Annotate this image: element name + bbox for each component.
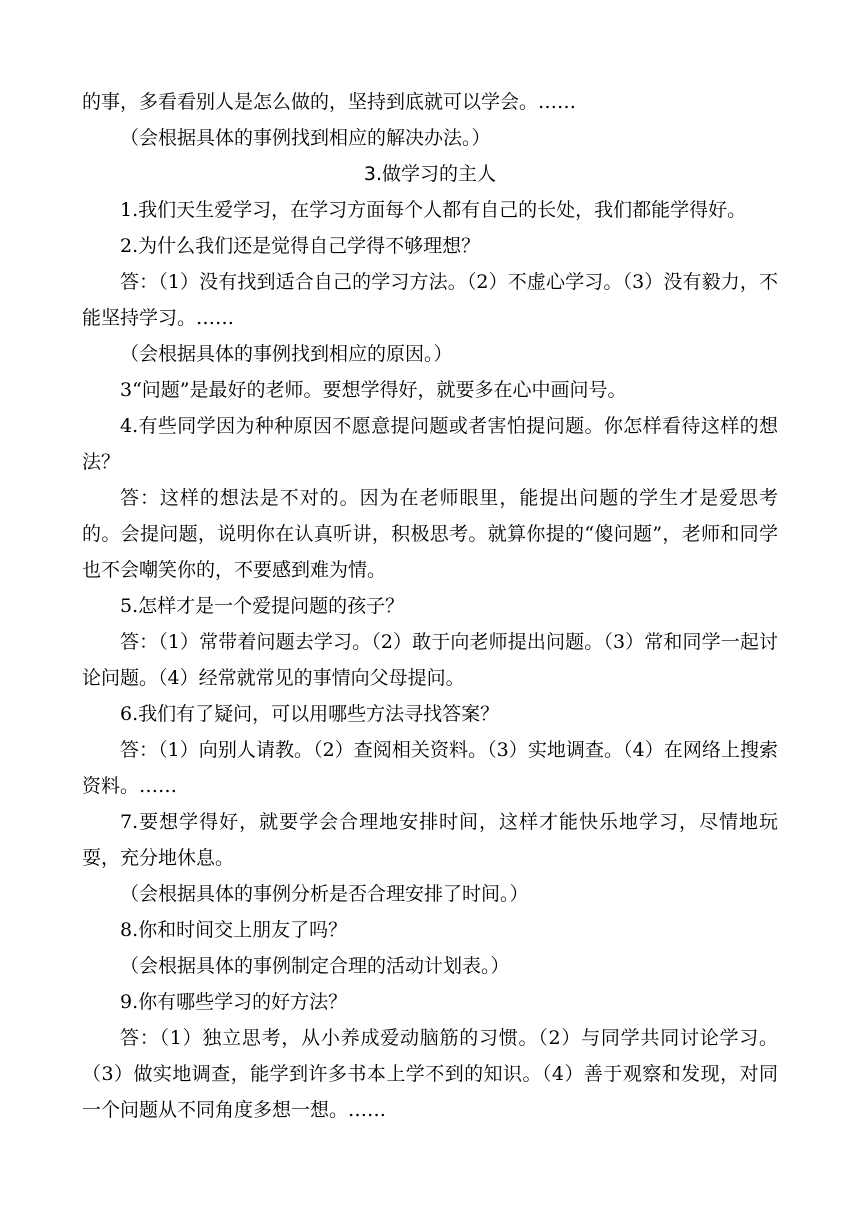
paragraph-12: 7.要想学得好，就要学会合理地安排时间，这样才能快乐地学习，尽情地玩耍，充分地休息。 bbox=[82, 811, 778, 869]
paragraph-7: 答：这样的想法是不对的。因为在老师眼里，能提出问题的学生才是爱思考的。会提问题，说明你在认真听讲，积极思考。就算你提的“傻问题”，老师和同学也不会嘲笑你的，不要感到难为情。 bbox=[82, 487, 778, 581]
paragraph-17: 答：（1）独立思考，从小养成爱动脑筋的习惯。（2）与同学共同讨论学习。（3）做实地调查，能学到许多书本上学不到的知识。（4）善于观察和发现，对同一个问题从不同角度多想一想。…… bbox=[82, 1027, 778, 1121]
intro-note: （会根据具体的事例找到相应的解决办法。） bbox=[120, 127, 491, 149]
paragraph-10: 6.我们有了疑问，可以用哪些方法寻找答案？ bbox=[120, 703, 500, 725]
intro-line: 的事，多看看别人是怎么做的，坚持到底就可以学会。…… bbox=[82, 91, 577, 113]
paragraph-8: 5.怎样才是一个爱提问题的孩子？ bbox=[120, 595, 405, 617]
paragraph-11: 答：（1）向别人请教。（2）查阅相关资料。（3）实地调查。（4）在网络上搜索资料。…… bbox=[82, 739, 778, 797]
paragraph-16: 9.你有哪些学习的好方法？ bbox=[120, 991, 348, 1013]
section-title: 3.做学习的主人 bbox=[363, 163, 497, 185]
paragraph-9: 答：（1）常带着问题去学习。（2）敢于向老师提出问题。（3）常和同学一起讨论问题。（4）经常就常见的事情向父母提问。 bbox=[82, 631, 778, 689]
paragraph-4: （会根据具体的事例找到相应的原因。） bbox=[120, 343, 453, 365]
paragraph-3: 答：（1）没有找到适合自己的学习方法。（2）不虚心学习。（3）没有毅力，不能坚持学习。…… bbox=[82, 271, 778, 329]
paragraph-14: 8.你和时间交上朋友了吗？ bbox=[120, 919, 348, 941]
paragraph-6: 4.有些同学因为种种原因不愿意提问题或者害怕提问题。你怎样看待这样的想法？ bbox=[82, 415, 778, 473]
paragraph-13: （会根据具体的事例分析是否合理安排了时间。） bbox=[120, 883, 529, 905]
paragraph-5: 3“问题”是最好的老师。要想学得好，就要多在心中画问号。 bbox=[120, 379, 627, 401]
paragraph-15: （会根据具体的事例制定合理的活动计划表。） bbox=[120, 955, 510, 977]
paragraph-2: 2.为什么我们还是觉得自己学得不够理想？ bbox=[120, 235, 481, 257]
paragraph-1: 1.我们天生爱学习，在学习方面每个人都有自己的长处，我们都能学得好。 bbox=[120, 199, 747, 221]
document-page bbox=[82, 84, 778, 1128]
